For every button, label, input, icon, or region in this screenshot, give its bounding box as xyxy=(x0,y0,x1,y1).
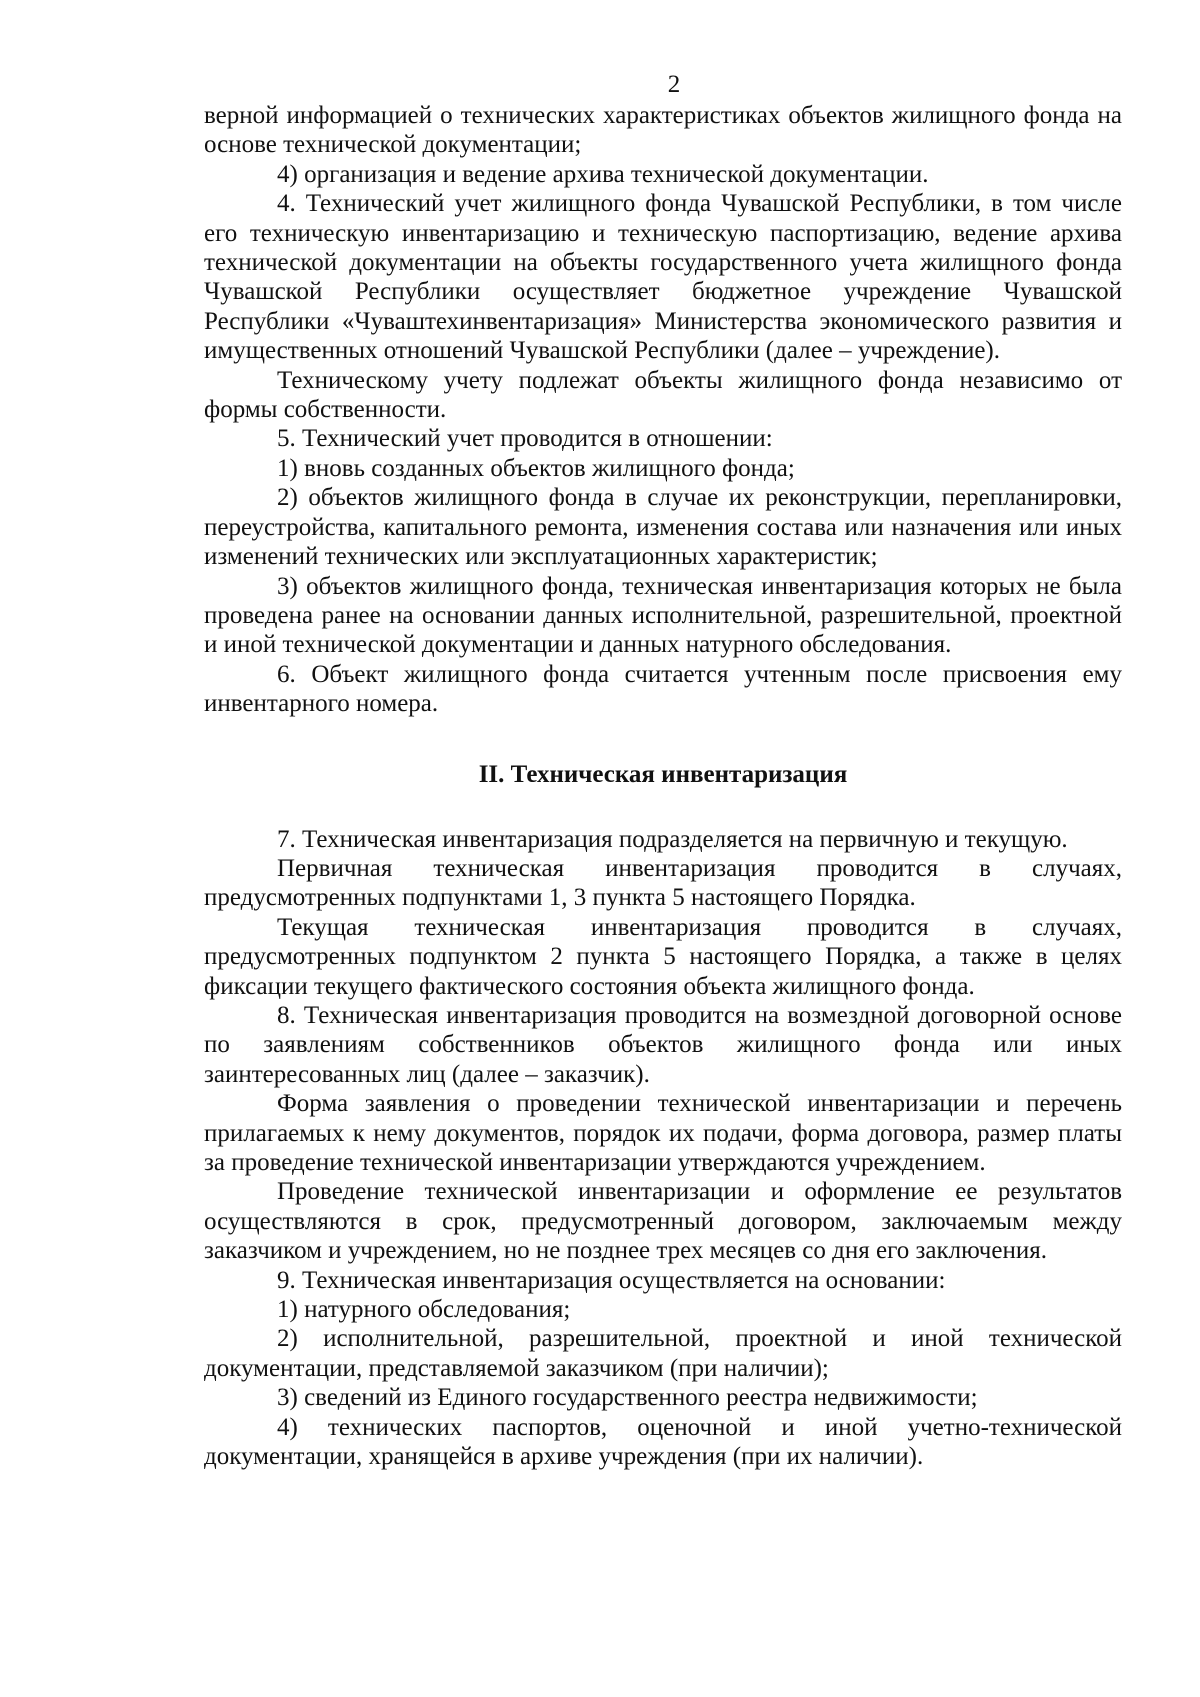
paragraph: 8. Техническая инвентаризация проводится на возмездной договорной основе по заявлениям собственников объектов жилищного фонда или иных заинтересованных лиц (далее – заказчик). xyxy=(204,1001,1122,1088)
paragraph: 6. Объект жилищного фонда считается учтенным после присвоения ему инвентарного номера. xyxy=(204,660,1122,718)
paragraph: Текущая техническая инвентаризация проводится в случаях, предусмотренных подпунктом 2 пункта 5 настоящего Порядка, а также в целях фиксации текущего фактического состояния объекта жилищного фонда. xyxy=(204,913,1122,1000)
paragraph: Проведение технической инвентаризации и оформление ее результатов осуществляются в срок, предусмотренный договором, заключаемым между заказчиком и учреждением, но не позднее трех месяцев со дня его заключения. xyxy=(204,1178,1122,1265)
paragraph: Техническому учету подлежат объекты жилищного фонда независимо от формы собственности. xyxy=(204,366,1122,424)
top-section xyxy=(204,101,1122,719)
paragraph: 2) исполнительной, разрешительной, проектной и иной технической документации, представляемой заказчиком (при наличии); xyxy=(204,1325,1122,1382)
section-heading: II. Техническая инвентаризация xyxy=(478,760,848,788)
paragraph: 1) натурного обследования; xyxy=(277,1296,571,1324)
paragraph: 4) организация и ведение архива технической документации. xyxy=(277,160,929,188)
paragraph: Форма заявления о проведении технической инвентаризации и перечень прилагаемых к нему документов, порядок их подачи, форма договора, размер платы за проведение технической инвентаризации утверждаются учреждением. xyxy=(204,1090,1122,1176)
paragraph: 3) сведений из Единого государственного реестра недвижимости; xyxy=(277,1384,978,1412)
paragraph: 3) объектов жилищного фонда, техническая инвентаризация которых не была проведена ранее на основании данных исполнительной, разрешительной, проектной и иной технической документации и данных натурного обследования. xyxy=(204,572,1122,659)
paragraph: 1) вновь созданных объектов жилищного фонда; xyxy=(277,454,795,482)
page-number: 2 xyxy=(667,71,681,98)
paragraph: верной информацией о технических характеристиках объектов жилищного фонда на основе технической документации; xyxy=(204,102,1122,159)
paragraph: 5. Технический учет проводится в отношении: xyxy=(277,425,773,453)
paragraph: 4. Технический учет жилищного фонда Чувашской Республики, в том числе его техническую инвентаризацию и техническую паспортизацию, ведение архива технической документации на объекты государственного учета жилищного фонда Чувашской Республики осуществляет бюджетное учреждение Чувашской Республики «Чуваштехинвентаризация» Министерства экономического развития и имущественных отношений Чувашской Республики (далее – учреждение). xyxy=(204,190,1122,365)
paragraph: 2) объектов жилищного фонда в случае их реконструкции, перепланировки, переустройства, капитального ремонта, изменения состава или назначения или иных изменений технических или эксплуатационных характеристик; xyxy=(204,484,1122,571)
document-page xyxy=(204,70,1122,1471)
paragraph: 4) технических паспортов, оценочной и иной учетно-технической документации, хранящейся в архиве учреждения (при их наличии). xyxy=(204,1413,1122,1471)
bottom-section xyxy=(204,825,1122,1472)
paragraph: Первичная техническая инвентаризация проводится в случаях, предусмотренных подпунктами 1, 3 пункта 5 настоящего Порядка. xyxy=(204,854,1122,912)
paragraph: 7. Техническая инвентаризация подразделяется на первичную и текущую. xyxy=(277,825,1068,853)
paragraph: 9. Техническая инвентаризация осуществляется на основании: xyxy=(277,1266,946,1294)
